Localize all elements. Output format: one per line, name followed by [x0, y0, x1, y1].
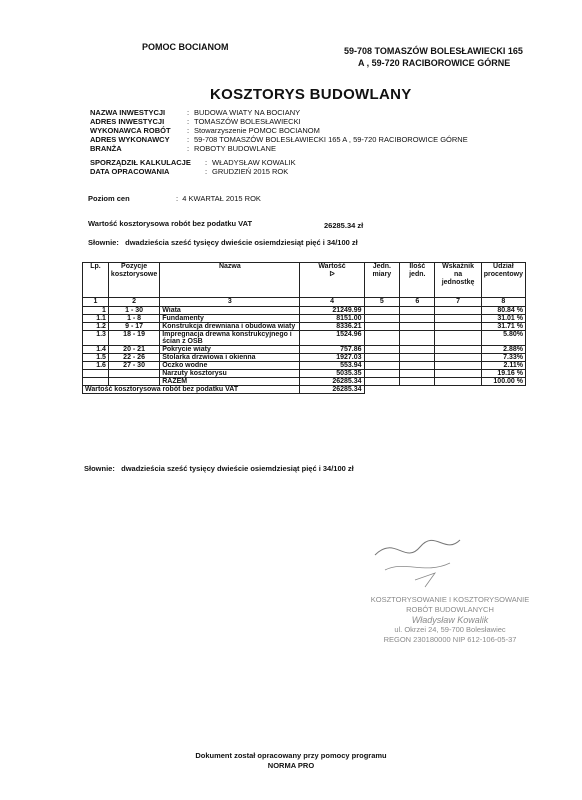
col-number: 4 — [300, 298, 364, 307]
col-header-positions: Pozycje kosztorysowe — [108, 263, 159, 298]
stamp-line: ROBÓT BUDOWLANYCH — [406, 605, 494, 614]
row-unit — [364, 346, 400, 354]
info-key: WYKONAWCA ROBÓT — [90, 126, 171, 135]
table-row — [83, 370, 526, 378]
info-value: GRUDZIEŃ 2015 ROK — [212, 167, 289, 176]
table-row — [83, 307, 526, 315]
words-value: dwadzieścia sześć tysięcy dwieście osiemdziesiąt pięć i 34/100 zł — [121, 464, 354, 473]
row-name: Fundamenty — [160, 315, 300, 323]
col-header-unit: Jedn. miary — [364, 263, 400, 298]
row-unit — [364, 354, 400, 362]
row-index — [435, 331, 481, 346]
row-value: 1524.96 — [300, 331, 364, 346]
row-share: 2.88% — [481, 346, 525, 354]
row-positions: 27 - 30 — [108, 362, 159, 370]
col-header-value-label: Wartość — [318, 263, 346, 270]
row-lp — [83, 370, 109, 378]
row-unit — [364, 315, 400, 323]
col-header-share: Udział procentowy — [481, 263, 525, 298]
row-value: 21249.99 — [300, 307, 364, 315]
info-value: TOMASZÓW BOLESŁAWIECKI — [194, 117, 301, 126]
price-level-text: 4 KWARTAŁ 2015 ROK — [182, 194, 261, 203]
row-share: 80.84 % — [481, 307, 525, 315]
row-lp: 1 — [83, 307, 109, 315]
row-value: 757.86 — [300, 346, 364, 354]
cost-table — [82, 262, 526, 394]
info-key: ADRES INWESTYCJI — [90, 117, 165, 126]
stamp-line: KOSZTORYSOWANIE I KOSZTORYSOWANIE — [370, 595, 530, 604]
stamp-line: ul. Okrzei 24, 59-700 Bolesławiec — [394, 625, 506, 634]
col-number: 8 — [481, 298, 525, 307]
column-numbers-row — [83, 298, 526, 307]
table-row — [83, 362, 526, 370]
info-value: 59-708 TOMASZÓW BOLESŁAWIECKI 165 A , 59-720 RACIBOROWICE GÓRNE — [194, 135, 468, 144]
row-lp: 1.1 — [83, 315, 109, 323]
col-number: 5 — [364, 298, 400, 307]
table-row — [83, 323, 526, 331]
address-line-2: A , 59-720 RACIBOROWICE GÓRNE — [358, 58, 511, 68]
row-lp: 1.4 — [83, 346, 109, 354]
row-share: 100.00 % — [481, 378, 525, 386]
info-row: DATA OPRACOWANIA : GRUDZIEŃ 2015 ROK — [90, 167, 289, 176]
row-name: Stolarka drzwiowa i okienna — [160, 354, 300, 362]
amount-in-words — [88, 238, 358, 247]
author-info — [90, 158, 296, 176]
row-share: 5.80% — [481, 331, 525, 346]
footer-value: 26285.34 — [300, 386, 364, 394]
row-share: 31.01 % — [481, 315, 525, 323]
stamp-name: Władysław Kowalik — [411, 615, 489, 625]
row-lp — [83, 378, 109, 386]
row-positions: 1 - 30 — [108, 307, 159, 315]
words-label: Słownie: — [84, 464, 115, 473]
table-row — [83, 346, 526, 354]
amount-in-words-2 — [84, 464, 354, 473]
row-positions: 9 - 17 — [108, 323, 159, 331]
col-header-name: Nazwa — [160, 263, 300, 298]
row-lp: 1.6 — [83, 362, 109, 370]
table-row — [83, 315, 526, 323]
row-positions — [108, 370, 159, 378]
total-value: 26285.34 zł — [324, 221, 364, 230]
row-index — [435, 307, 481, 315]
row-unit — [364, 307, 400, 315]
col-header-value — [300, 263, 364, 298]
table-row — [83, 354, 526, 362]
col-number: 7 — [435, 298, 481, 307]
row-positions: 1 - 8 — [108, 315, 159, 323]
table-row — [83, 378, 526, 386]
investment-info — [90, 108, 468, 153]
table-footer-row — [83, 386, 526, 394]
row-positions: 20 - 21 — [108, 346, 159, 354]
row-lp: 1.2 — [83, 323, 109, 331]
row-qty — [400, 378, 435, 386]
row-share: 7.33% — [481, 354, 525, 362]
row-name: Narzuty kosztorysu — [160, 370, 300, 378]
info-key: NAZWA INWESTYCJI — [90, 108, 166, 117]
col-number: 6 — [400, 298, 435, 307]
row-index — [435, 323, 481, 331]
row-value: 8336.21 — [300, 323, 364, 331]
col-number: 3 — [160, 298, 300, 307]
row-share: 19.16 % — [481, 370, 525, 378]
stamp-line: REGON 230180000 NIP 612-106-05-37 — [383, 635, 517, 644]
col-number: 1 — [83, 298, 109, 307]
row-share: 2.11% — [481, 362, 525, 370]
info-row: ADRES WYKONAWCY : 59-708 TOMASZÓW BOLESŁAWIECKI 165 A , 59-720 RACIBOROWICE GÓRNE — [90, 135, 468, 144]
row-value: 8151.00 — [300, 315, 364, 323]
org-name: POMOC BOCIANOM — [142, 42, 229, 52]
info-row: ADRES INWESTYCJI : TOMASZÓW BOLESŁAWIECKI — [90, 117, 301, 126]
info-key: SPORZĄDZIŁ KALKULACJE — [90, 158, 191, 167]
table-body — [83, 307, 526, 386]
info-row: NAZWA INWESTYCJI : BUDOWA WIATY NA BOCIANY — [90, 108, 301, 117]
col-header-lp: Lp. — [83, 263, 109, 298]
row-value: 1927.03 — [300, 354, 364, 362]
footer-label: Wartość kosztorysowa robót bez podatku VAT — [83, 386, 300, 394]
row-qty — [400, 362, 435, 370]
row-name: Pokrycie wiaty — [160, 346, 300, 354]
price-level-value: : 4 KWARTAŁ 2015 ROK — [176, 194, 261, 203]
info-value: WŁADYSŁAW KOWALIK — [212, 158, 296, 167]
info-row: BRANŻA : ROBOTY BUDOWLANE — [90, 144, 276, 153]
info-key: ADRES WYKONAWCY — [90, 135, 170, 144]
price-level-label: Poziom cen — [88, 194, 130, 203]
row-unit — [364, 378, 400, 386]
row-value: 553.94 — [300, 362, 364, 370]
company-stamp — [370, 595, 530, 645]
table-header-row — [83, 263, 526, 298]
document-title: KOSZTORYS BUDOWLANY — [210, 86, 412, 103]
row-unit — [364, 370, 400, 378]
row-lp: 1.3 — [83, 331, 109, 346]
signature-image — [365, 525, 475, 595]
footer-line-1: Dokument został opracowany przy pomocy programu — [195, 751, 387, 760]
row-positions — [108, 378, 159, 386]
info-value: BUDOWA WIATY NA BOCIANY — [194, 108, 301, 117]
row-name: Oczko wodne — [160, 362, 300, 370]
row-name: Impregnacja drewna konstrukcyjnego i ścian z OSB — [160, 331, 300, 346]
row-name: Wiata — [160, 307, 300, 315]
info-row: SPORZĄDZIŁ KALKULACJE : WŁADYSŁAW KOWALIK — [90, 158, 296, 167]
info-value: Stowarzyszenie POMOC BOCIANOM — [194, 126, 320, 135]
col-header-index: Wskaźnik na jednostkę — [435, 263, 481, 298]
row-index — [435, 346, 481, 354]
row-unit — [364, 331, 400, 346]
info-value: ROBOTY BUDOWLANE — [194, 144, 276, 153]
row-qty — [400, 370, 435, 378]
row-index — [435, 378, 481, 386]
row-value: 5035.35 — [300, 370, 364, 378]
row-positions: 22 - 26 — [108, 354, 159, 362]
row-qty — [400, 307, 435, 315]
footer-line-2: NORMA PRO — [267, 761, 315, 770]
words-value: dwadzieścia sześć tysięcy dwieście osiemdziesiąt pięć i 34/100 zł — [125, 238, 358, 247]
row-qty — [400, 315, 435, 323]
info-key: DATA OPRACOWANIA — [90, 167, 170, 176]
row-qty — [400, 346, 435, 354]
address-line-1: 59-708 TOMASZÓW BOLESŁAWIECKI 165 — [344, 46, 523, 56]
table-row — [83, 331, 526, 346]
info-row: WYKONAWCA ROBÓT : Stowarzyszenie POMOC BOCIANOM — [90, 126, 320, 135]
info-key: BRANŻA — [90, 144, 122, 153]
row-qty — [400, 354, 435, 362]
row-positions: 18 - 19 — [108, 331, 159, 346]
row-lp: 1.5 — [83, 354, 109, 362]
row-index — [435, 315, 481, 323]
row-index — [435, 354, 481, 362]
col-header-qty: Ilość jedn. — [400, 263, 435, 298]
row-index — [435, 370, 481, 378]
col-number: 2 — [108, 298, 159, 307]
row-share: 31.71 % — [481, 323, 525, 331]
row-unit — [364, 362, 400, 370]
row-name: Konstrukcja drewniana i obudowa wiaty — [160, 323, 300, 331]
row-qty — [400, 323, 435, 331]
row-unit — [364, 323, 400, 331]
row-value: 26285.34 — [300, 378, 364, 386]
words-label: Słownie: — [88, 238, 119, 247]
row-qty — [400, 331, 435, 346]
total-label: Wartość kosztorysowa robót bez podatku VAT — [88, 219, 253, 228]
row-index — [435, 362, 481, 370]
row-name: RAZEM — [160, 378, 300, 386]
arrow-icon: ᐅ — [329, 271, 335, 278]
